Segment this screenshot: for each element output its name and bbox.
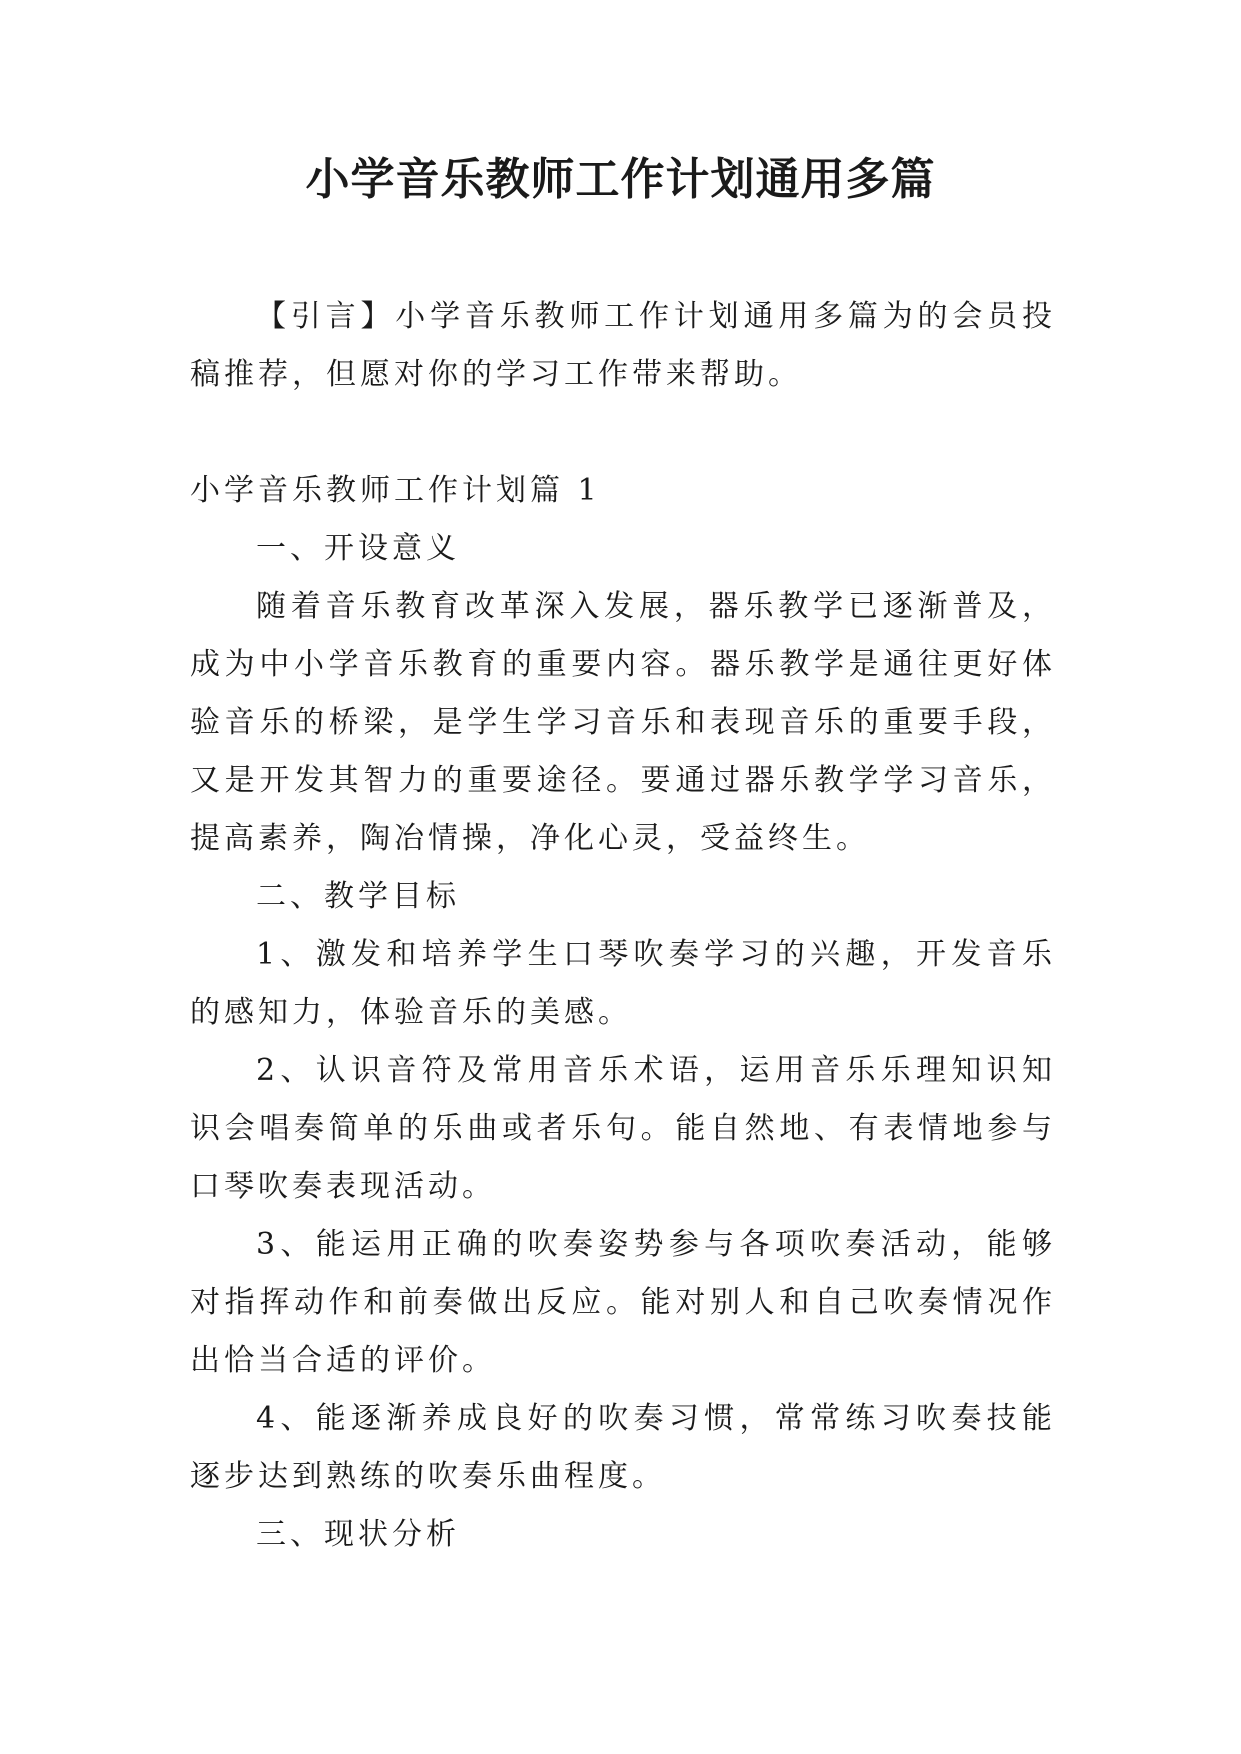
heading-purpose: 一、开设意义 [256, 531, 460, 566]
section-title: 小学音乐教师工作计划篇 1 [190, 473, 601, 508]
paragraph-goal-2: 2、认识音符及常用音乐术语，运用音乐乐理知识知识会唱奏简单的乐曲或者乐句。能自然地、有表情地参与口琴吹奏表现活动。 [190, 1053, 1056, 1204]
document-title: 小学音乐教师工作计划通用多篇 [305, 154, 936, 205]
paragraph-goal-1: 1、激发和培养学生口琴吹奏学习的兴趣，开发音乐的感知力，体验音乐的美感。 [190, 937, 1056, 1030]
paragraph-purpose: 随着音乐教育改革深入发展，器乐教学已逐渐普及，成为中小学音乐教育的重要内容。器乐教学是通往更好体验音乐的桥梁，是学生学习音乐和表现音乐的重要手段，又是开发其智力的重要途径。要通过器乐教学学习音乐，提高素养，陶冶情操，净化心灵，受益终生。 [190, 589, 1056, 856]
paragraph-goal-4: 4、能逐渐养成良好的吹奏习惯，常常练习吹奏技能逐步达到熟练的吹奏乐曲程度。 [190, 1401, 1056, 1494]
heading-status: 三、现状分析 [256, 1517, 460, 1552]
heading-goals: 二、教学目标 [256, 879, 460, 914]
main-content [190, 462, 1056, 1564]
intro-paragraph: 【引言】小学音乐教师工作计划通用多篇为的会员投稿推荐，但愿对你的学习工作带来帮助。 [190, 299, 1056, 392]
paragraph-goal-3: 3、能运用正确的吹奏姿势参与各项吹奏活动，能够对指挥动作和前奏做出反应。能对别人和自己吹奏情况作出恰当合适的评价。 [190, 1227, 1056, 1378]
intro-block [190, 288, 1056, 404]
